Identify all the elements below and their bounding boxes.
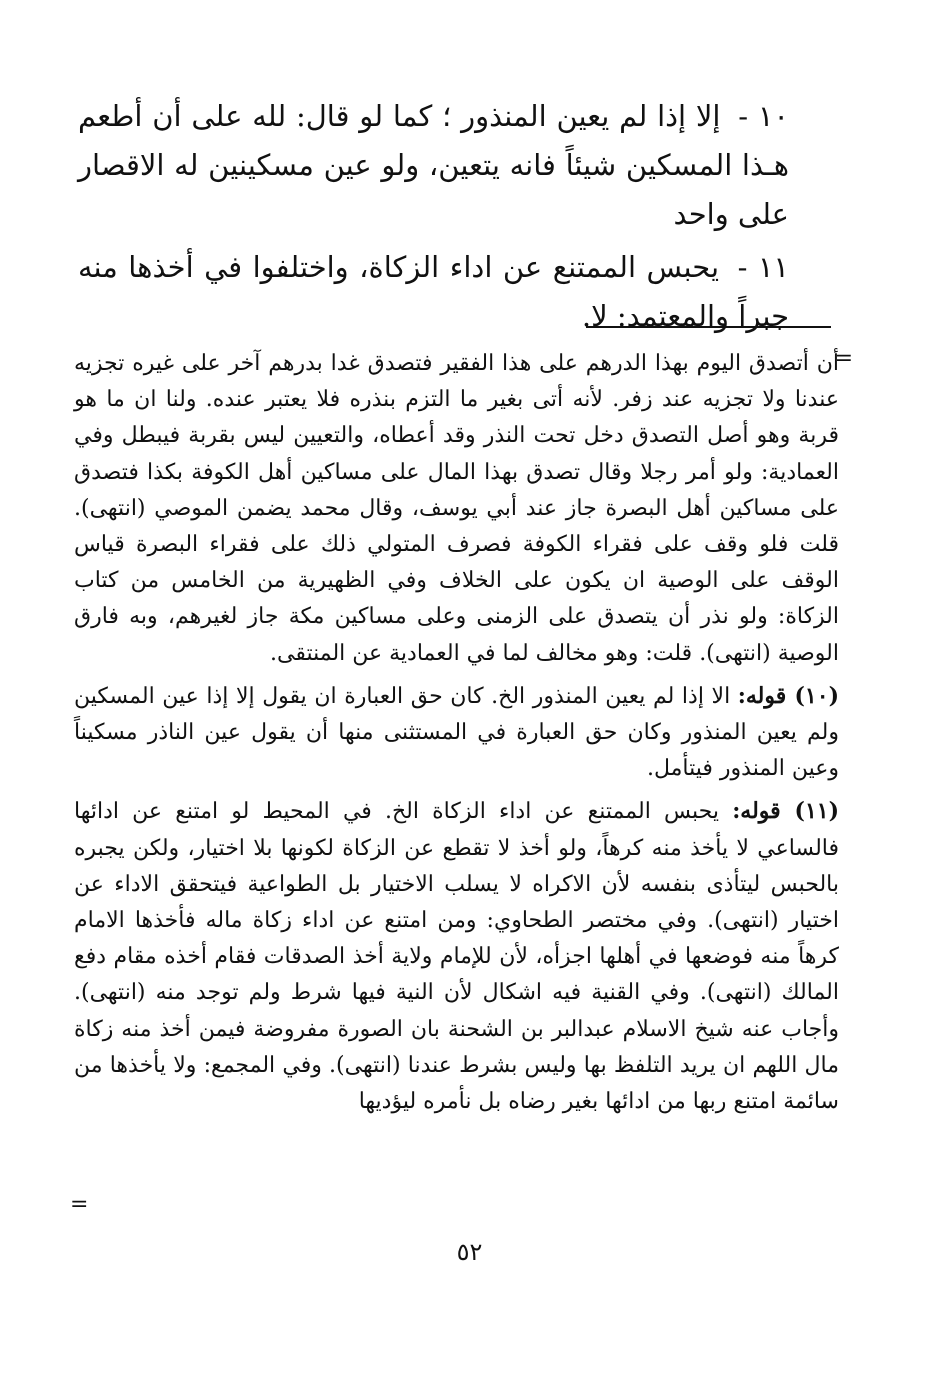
footnote-separator xyxy=(586,326,831,328)
end-continuation-mark: = xyxy=(70,1192,89,1217)
main-item-10 xyxy=(78,92,789,239)
footnote-text: يحبس الممتنع عن اداء الزكاة الخ. في المحيط لو امتنع عن ادائها فالساعي لا يأخذ منه كرهاً، ولو أخذ لا تقطع عن الزكاة لكونها بلا اختيار، ولكن يجبره بالحبس ليتأذى بنفسه لأن الاكراه لا يسلب الاختيار بل الطواعية فيتحقق الاداء عن اختيار (انتهى). وفي مختصر الطحاوي: ومن امتنع عن اداء زكاة ماله فأخذها الامام كرهاً منه فوضعها في أهلها اجزأه، لأن للإمام ولاية أخذ الصدقات فقام أخذه مقام دفع المالك (انتهى). وفي القنية فيه اشكال لأن النية فيها شرط ولم توجد منه (انتهى). وأجاب عنه شيخ الاسلام عبدالبر بن الشحنة بان الصورة مفروضة فيمن أخذ منه زكاة مال اللهم ان يريد التلفظ بها وليس بشرط عندنا (انتهى). وفي المجمع: ولا يأخذها من سائمة امتنع ربها من ادائها بغير رضاه بل نأمره ليؤديها xyxy=(74,799,839,1115)
continuation-mark: = xyxy=(834,346,853,371)
footnote-text: الا إذا لم يعين المنذور الخ. كان حق العبارة ان يقول إلا إذا عين المسكين ولم يعين المنذور وكان حق العبارة في المستثنى منها أن يقول عين الناذر مسكيناً وعين المنذور فيتأمل. xyxy=(74,683,839,782)
footnote-text: أن أتصدق اليوم بهذا الدرهم على هذا الفقير فتصدق غدا بدرهم آخر على غيره تجزيه عندنا ولا تجزيه عند زفر. لأنه أتى بغير ما التزم بنذره فلا يعتبر عنده. ولنا ان ما هو قربة وهو أصل التصدق دخل تحت النذر وقد أعطاه، والتعيين ليس بقربة فيبطل وفي العمادية: ولو أمر رجلا وقال تصدق بهذا المال على مساكين أهل الكوفة بكذا فتصدق على مساكين أهل البصرة جاز عند أبي يوسف، وقال محمد يضمن الموصي (انتهى). قلت فلو وقف على فقراء الكوفة فصرف المتولي ذلك على فقراء البصرة قياس الوقف على الوصية ان يكون على الخلاف وفي الظهيرية من الخامس من كتاب الزكاة: ولو نذر أن يتصدق على الزمنى وعلى مساكين مكة جاز لغيرهم، وبه فارق الوصية (انتهى). قلت: وهو مخالف لما في العمادية عن المنتقى. xyxy=(74,351,839,666)
footnote-lead: (١٠) قوله: xyxy=(737,682,839,709)
footnote-continued xyxy=(74,346,839,672)
item-number: ١١ - xyxy=(737,250,789,284)
item-text: يحبس الممتنع عن اداء الزكاة، واختلفوا في أخذها منه جبراً والمعتمد: لا. xyxy=(78,250,789,333)
footnote-10 xyxy=(74,678,839,788)
page-number: ٥٢ xyxy=(456,1238,483,1266)
footnote-11 xyxy=(74,793,839,1120)
item-number: ١٠ - xyxy=(738,99,790,133)
footnote-lead: (١١) قوله: xyxy=(732,798,839,825)
footnotes xyxy=(74,346,839,1126)
item-text: إلا إذا لم يعين المنذور ؛ كما لو قال: لله على أن أطعم هـذا المسكين شيئاً فانه يتعين، ولو عين مسكينين له الاقصار على واحد xyxy=(78,99,789,231)
main-text xyxy=(78,92,789,345)
